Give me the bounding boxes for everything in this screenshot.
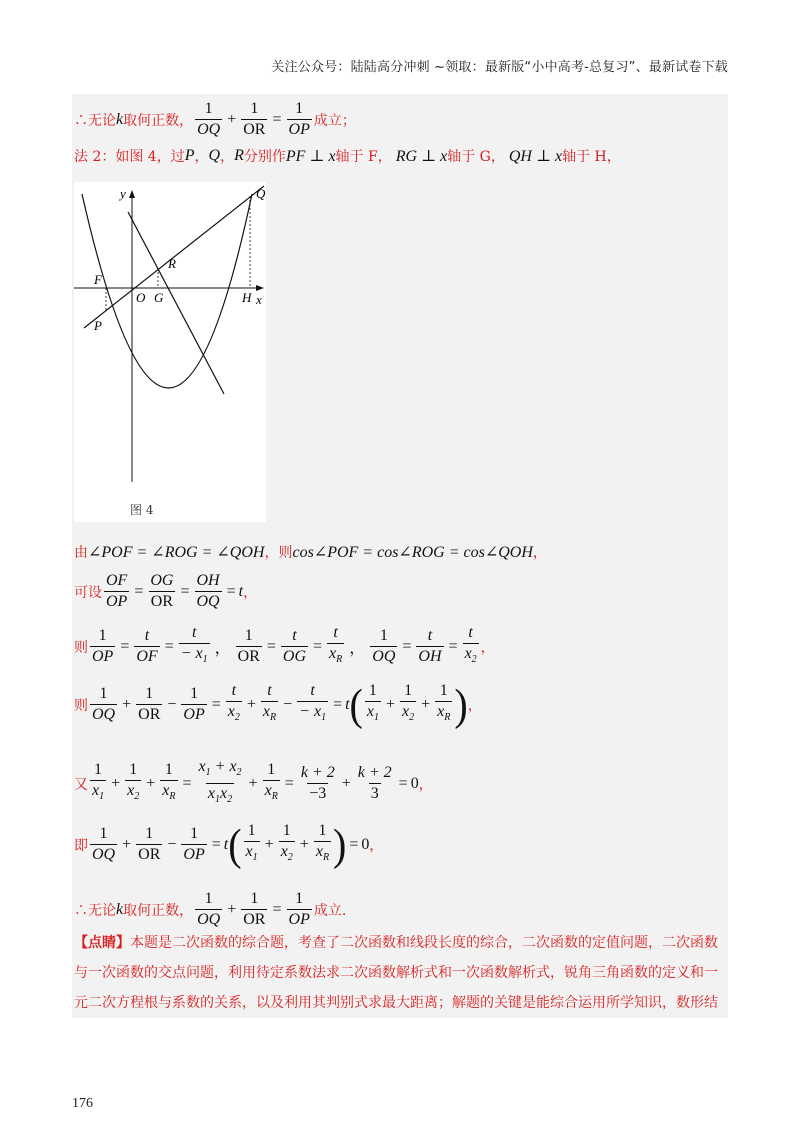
solution-content [72,94,728,1018]
page-header: 关注公众号：陆陆高分冲刺 ~领取：最新版“小中高考-总复习”、最新试卷下载 [271,60,728,75]
page-number: 176 [72,1096,93,1111]
angle-equality-line: 由 ∠POF = ∠ROG = ∠QOH ，则 cos∠POF = cos∠ROG = cos∠QOH ， [74,544,547,561]
y-axis-arrow [129,190,135,198]
label-R: R [168,256,176,271]
figure-4 [74,182,266,522]
parabola-diagram [74,182,266,522]
label-Q: Q [256,186,266,201]
label-x: x [256,292,262,307]
label-G: G [154,290,164,305]
vieta-line: 又 $\frac{1}{x_1}$ + $\frac{1}{x_2}$ + $\frac{1}{x_R}$ = $\frac{x_1 + x_2}{x_1x_2}$ + $\frac{1}{x_R}$ = $\frac{k + 2}{-3}$ + $\frac{k + 2}{3}$ = 0 ， [74,758,433,809]
reciprocal-line: 则 $\frac{1}{OP}$ = $\frac{t}{OF}$ = $\frac{t}{- x_1}$ ， $\frac{1}{OR}$ = $\frac{t}{OG}$ = $\frac{t}{x_R}$ ， $\frac{1}{OQ}$ = $\frac{t}{OH}$ = $\frac{t}{x_2}$ ， [74,624,495,669]
label-P: P [94,318,102,333]
x-axis-arrow [256,285,264,291]
parabola-curve [82,194,252,388]
label-H: H [242,290,252,305]
label-y: y [120,186,126,201]
key-point-paragraph [74,928,726,1018]
key-point-tag: 【点睛】 [74,935,130,951]
label-F: F [94,272,102,287]
ratio-setup-line: 可设 $\frac{OF}{OP}$ = $\frac{OG}{OR}$ = $\frac{OH}{OQ}$ = t ， [74,572,258,610]
figure-caption: 图 4 [130,503,154,517]
key-point-text: 本题是二次函数的综合题，考查了二次函数和线段长度的综合，二次函数的定值问题，二次函数与一次函数的交点问题，利用待定系数法求二次函数解析式和一次函数解析式，锐角三角函数的定义和一元二次方程根与系数的关系，以及利用其判别式求最大距离；解题的关键是能综合运用所学知识，数形结 [74,935,718,1011]
zero-result-line: 即 $\frac{1}{OQ}$ + $\frac{1}{OR}$ − $\frac{1}{OP}$ = t ( $\frac{1}{x_1}$ + $\frac{1}{x_2}$ + $\frac{1}{x_R}$ ) = 0 ， [74,819,384,869]
sum-expression-line: 则 $\frac{1}{OQ}$ + $\frac{1}{OR}$ − $\frac{1}{OP}$ = $\frac{t}{x_2}$ + $\frac{t}{x_R}$ − $\frac{t}{- x_1}$ = t ( $\frac{1}{x_1}$ + $\frac{1}{x_2}$ + $\frac{1}{x_R}$ ) ， [74,679,482,729]
method-2-line: 法 2：如图 4，过 P ， Q ， R 分别作 PF ⊥ x 轴于 F， RG ⊥ x 轴于 G， QH ⊥ x 轴于 H， [74,147,621,165]
label-O: O [136,290,146,305]
conclusion-line-1: ∴无论 k 取何正数， $\frac{1}{OQ}$ + $\frac{1}{OR}$ = $\frac{1}{OP}$ 成立； [74,100,356,138]
conclusion-line-2: ∴无论 k 取何正数， $\frac{1}{OQ}$ + $\frac{1}{OR}$ = $\frac{1}{OP}$ 成立. [74,890,347,928]
